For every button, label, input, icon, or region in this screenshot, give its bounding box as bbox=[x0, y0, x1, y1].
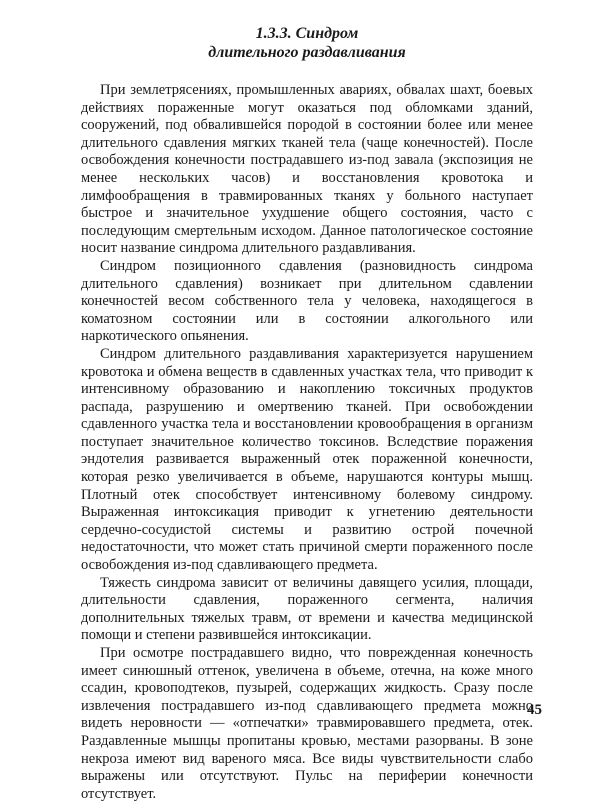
paragraph-4: Тяжесть синдрома зависит от величины давящего усилия, площади, длительности сдавления, пораженного сегмента, наличия дополнительных тяжелых травм, от времени и качества медицинской помощи и степени развившейся интоксикации. bbox=[81, 574, 533, 644]
section-heading bbox=[81, 24, 533, 62]
paragraph-3: Синдром длительного раздавливания характеризуется нарушением кровотока и обмена веществ в сдавленных участках тела, что приводит к интенсивному образованию и накоплению токсичных продуктов распада, разрушению и омертвению тканей. При освобождении сдавленного участка тела и восстановлении кровообращения в организм поступает значительное количество токсинов. Вследствие поражения эндотелия развивается выраженный отек пораженной конечности, которая резко увеличивается в объеме, нарушаются контуры мышц. Плотный отек способствует интенсивному болевому синдрому. Выраженная интоксикация приводит к угнетению деятельности сердечно-сосудистой системы и развитию острой почечной недостаточности, что может стать причиной смерти пораженного после освобождения из-под сдавливающего предмета. bbox=[81, 345, 533, 574]
paragraph-1: При землетрясениях, промышленных авариях, обвалах шахт, боевых действиях пораженные могут оказаться под обломками зданий, сооружений, под обвалившейся породой в состоянии более или менее длительного сдавления мягких тканей тела (чаще конечностей). После освобождения конечности пострадавшего из-под завала (экспозиция не менее нескольких часов) и восстановления кровотока и лимфообращения в травмированных тканях у больного наступает быстрое и значительное ухудшение общего состояния, часто с последующим смертельным исходом. Данное патологическое состояние носит название синдрома длительного раздавливания. bbox=[81, 82, 533, 257]
section-heading-line-2: длительного раздавливания bbox=[208, 44, 406, 61]
section-heading-line-1: 1.3.3. Синдром bbox=[255, 25, 359, 42]
page-content bbox=[81, 24, 533, 803]
paragraph-5: При осмотре пострадавшего видно, что поврежденная конечность имеет синюшный оттенок, увеличена в объеме, отечна, на коже много ссадин, кровоподтеков, пузырей, содержащих жидкость. Сразу после извлечения пострадавшего из-под сдавливающего предмета можно видеть неровности — «отпечатки» травмировавшего предмета, отек. Раздавленные мышцы пропитаны кровью, местами разорваны. В зоне некроза имеют вид вареного мяса. Все виды чувствительности слабо выражены или отсутствуют. Пульс на периферии конечности отсутствует. bbox=[81, 645, 533, 802]
page-number: 45 bbox=[527, 702, 542, 718]
paragraph-2: Синдром позиционного сдавления (разновидность синдрома длительного сдавления) возникает при длительном сдавлении конечностей весом собственного тела у человека, находящегося в коматозном состоянии или в состоянии алкогольного или наркотического опьянения. bbox=[81, 257, 533, 345]
